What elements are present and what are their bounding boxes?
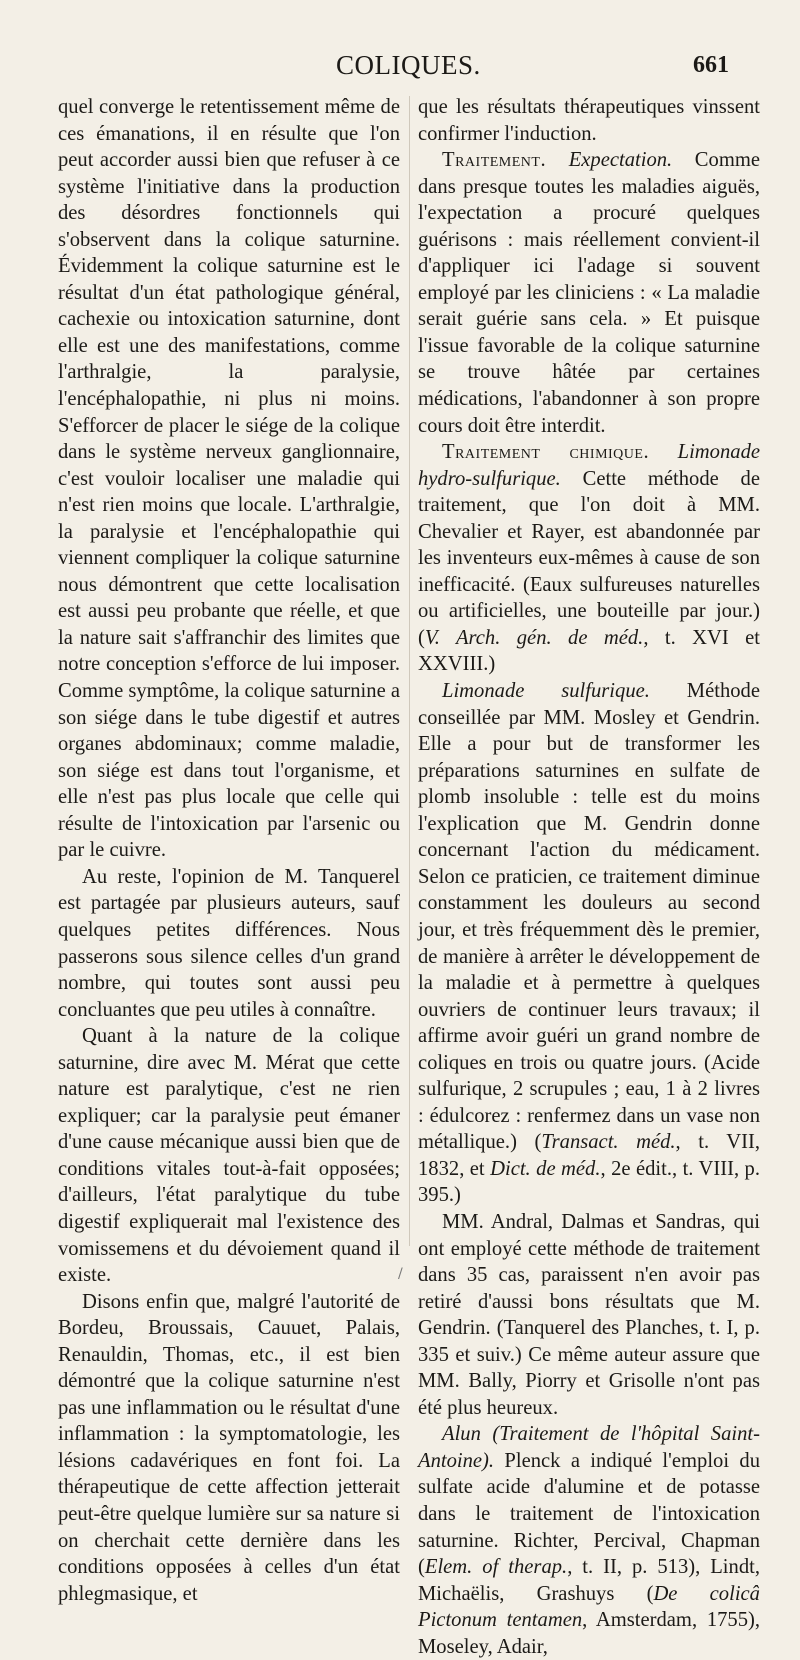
citation: De colicâ Pictonum tentamen bbox=[418, 1582, 760, 1632]
paragraph-body: , t. XVI et XXVIII.) bbox=[418, 626, 760, 676]
paragraph: Disons enfin que, malgré l'autorité de Bordeu, Broussais, Cauuet, Palais, Renauldin, Thomas, etc., il est bien démontré que la colique saturnine n'est pas une inflammation ou le résultat d'une inflammation : la symptomatologie, les lésions cadavériques en font foi. La thérapeutique de cette affection jetterait peut-être quelque lumière sur sa nature si on cherchait cette dernière dans les conditions opposées à celles d'un état phlegmasique, et bbox=[58, 1290, 400, 1605]
section-heading: Traitement. bbox=[442, 149, 547, 172]
paragraph: quel converge le retentissement même de ces émanations, il en résulte que l'on peut accorder aussi bien que refuser à ce système l'initiative dans la production des désordres fonctionnels qui s'observent dans la colique saturnine. Évidemment la colique saturnine est le résultat d'un état pathologique général, cachexie ou intoxication saturnine, dont elle est une des manifestations, comme l'arthralgie, la paralysie, l'encéphalopathie, ni plus ni moins. S'efforcer de placer le siége de la colique dans le système nerveux ganglionnaire, c'est vouloir localiser une maladie qui n'est rien moins que locale. L'arthralgie, la paralysie et l'encéphalopathie qui viennent compliquer la colique saturnine nous démontrent que cette localisation est aussi peu probante que réelle, et que la nature sait s'affranchir des limites que notre conception s'efforce de lui imposer. Comme symptôme, la colique saturnine a son siége dans le tube digestif et autres organes abdominaux; comme maladie, son siége est dans tout l'organisme, et elle n'est pas plus locale que celle qui résulte de l'intoxication par l'arsenic ou par le cuivre. bbox=[58, 96, 401, 862]
paragraph-body: , t. VII, 1832, et bbox=[418, 1131, 760, 1180]
section-heading: Traitement chimique. bbox=[442, 441, 650, 464]
citation: Dict. de méd. bbox=[490, 1157, 601, 1180]
paragraph-body: , Amsterdam, 1755), Moseley, Adair, bbox=[418, 1609, 761, 1658]
paragraph bbox=[418, 147, 760, 439]
page-number: 661 bbox=[693, 52, 729, 78]
column-divider bbox=[409, 96, 410, 1246]
footer-mark: / bbox=[398, 1266, 403, 1282]
paragraph-body: Plenck a indiqué l'emploi du sulfate acide d'alumine et de potasse dans le traitement de l'intoxication saturnine. Richter, Percival, Chapman ( bbox=[418, 1449, 760, 1579]
paragraph bbox=[418, 678, 760, 1209]
paragraph bbox=[418, 439, 760, 678]
section-title: Limonade hydro-sulfurique. bbox=[418, 441, 760, 490]
left-column bbox=[58, 94, 400, 1607]
section-title: Alun (Traitement de l'hôpital Saint-Antoine). bbox=[418, 1423, 760, 1472]
paragraph-body: Cette méthode de traitement, que l'on doit à MM. Chevalier et Rayer, est abandonnée par les inventeurs eux-mêmes à cause de son inefficacité. (Eaux sulfureuses naturelles ou artificielles, une bouteille par jour.) ( bbox=[418, 467, 760, 649]
right-column bbox=[418, 94, 760, 1660]
paragraph-body: Comme dans presque toutes les maladies aiguës, l'expectation a procuré quelques guérisons : mais réellement convient-il d'appliquer ici l'adage si souvent employé par les cliniciens : « La maladie serait guérie sans cela. » Et puisque l'issue favorable de la colique saturnine se trouve hâtée par certaines médications, l'abandonner à son propre cours doit être interdit. bbox=[418, 149, 760, 437]
citation: V. Arch. gén. de méd. bbox=[424, 626, 644, 649]
paragraph: MM. Andral, Dalmas et Sandras, qui ont employé cette méthode de traitement dans 35 cas, paraissent n'en avoir pas retiré d'aussi bons résultats que M. Gendrin. (Tanquerel des Planches, t. I, p. 335 et suiv.) Ce même auteur assure que MM. Bally, Piorry et Grisolle n'ont pas été plus heureux. bbox=[418, 1210, 760, 1419]
paragraph: Quant à la nature de la colique saturnine, dire avec M. Mérat que cette nature est paralytique, c'est ne rien expliquer; car la paralysie peut émaner d'une cause mécanique aussi bien que de conditions vitales tout-à-fait opposées; d'ailleurs, l'état paralytique du tube digestif expliquerait mal l'existence des vomissemens et du dévoiement quand il existe. bbox=[58, 1025, 400, 1287]
paragraph-body: Méthode conseillée par MM. Mosley et Gendrin. Elle a pour but de transformer les préparations saturnines en sulfate de plomb insoluble : telle est du moins l'explication que M. Gendrin donne concernant l'action du médicament. Selon ce praticien, ce traitement diminue constamment les douleurs au second jour, et très fréquemment dès le premier, de manière à arrêter le développement de la maladie et à permettre à quelques ouvriers de continuer leurs travaux; il affirme avoir guéri un grand nombre de coliques en trois ou quatre jours. (Acide sulfurique, 2 scrupules ; eau, 1 à 2 livres : édulcorez : renfermez dans un vase non métallique.) ( bbox=[418, 680, 760, 1154]
paragraph-body: , 2e édit., t. VIII, p. 395.) bbox=[418, 1157, 761, 1207]
running-title: COLIQUES. bbox=[336, 50, 481, 80]
citation: Elem. of therap. bbox=[424, 1556, 568, 1579]
running-head bbox=[0, 48, 800, 88]
section-title: Expectation. bbox=[568, 149, 673, 172]
section-title: Limonade sulfurique. bbox=[442, 680, 650, 703]
citation: Transact. méd. bbox=[541, 1131, 676, 1154]
paragraph bbox=[418, 1421, 760, 1660]
paragraph-body: , t. II, p. 513), Lindt, Michaëlis, Grashuys ( bbox=[418, 1556, 760, 1605]
paragraph: Au reste, l'opinion de M. Tanquerel est partagée par plusieurs auteurs, sauf quelques petites différences. Nous passerons sous silence celles d'un grand nombre, qui toutes sont aussi peu concluantes que peu utiles à connaître. bbox=[58, 865, 400, 1021]
paragraph: que les résultats thérapeutiques vinssent confirmer l'induction. bbox=[418, 96, 760, 145]
